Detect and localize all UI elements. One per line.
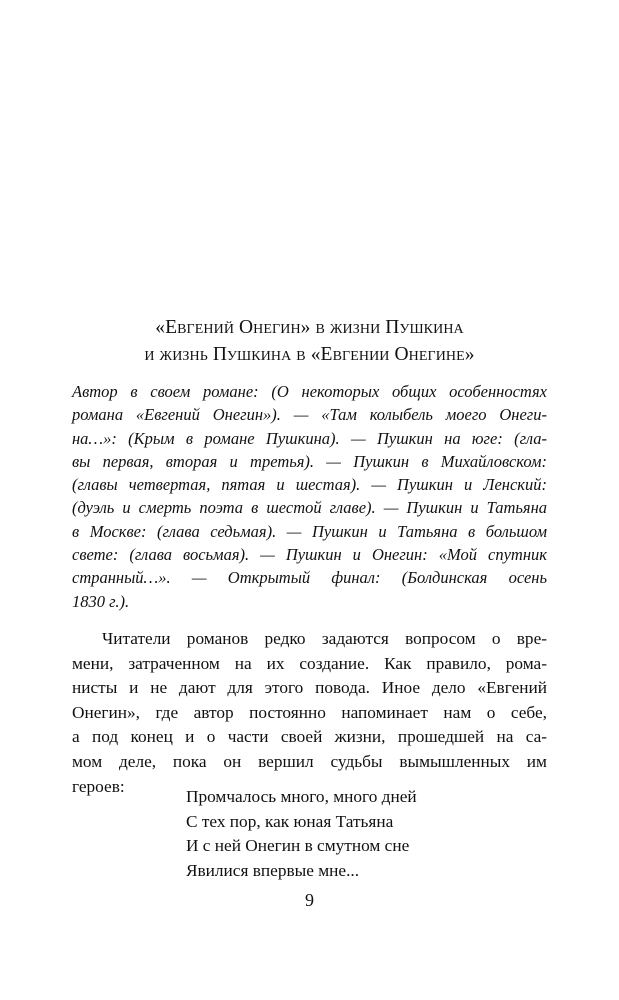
epigraph-line: романа «Евгений Онегин»). — «Там колыбель моего Онеги- — [72, 405, 547, 425]
page-number: 9 — [305, 890, 314, 910]
epigraph-line: на…»: (Крым в романе Пушкина). — Пушкин на юге: (гла- — [72, 428, 547, 448]
epigraph-line: в Москве: (глава седьмая). — Пушкин и Татьяна в большом — [72, 521, 547, 541]
epigraph-line: 1830 г.). — [72, 591, 130, 611]
body-paragraph — [72, 627, 547, 799]
verse-line: Промчалось много, много дней — [186, 787, 417, 806]
verse-line: С тех пор, как юная Татьяна — [186, 811, 394, 831]
body-line: мом деле, пока он вершил судьбы вымышленных им — [72, 751, 547, 771]
body-line: а под конец и о части своей жизни, прошедшей на са- — [72, 727, 547, 747]
body-line: Онегин», где автор постоянно напоминает нам о себе, — [72, 702, 547, 722]
verse-quote — [186, 785, 417, 883]
chapter-title — [72, 314, 547, 368]
verse-line: Явилися впервые мне... — [186, 860, 360, 880]
epigraph-line: Автор в своем романе: (О некоторых общих особенностях — [72, 382, 547, 401]
verse-line: И с ней Онегин в смутном сне — [186, 836, 410, 855]
body-line: мени, затраченном на их создание. Как правило, рома- — [72, 653, 547, 673]
chapter-title-line-2: и жизнь Пушкина в «Евгении Онегине» — [144, 344, 475, 365]
epigraph-line: свете: (глава восьмая). — Пушкин и Онегин: «Мой спутник — [72, 545, 547, 565]
body-line: героев: — [72, 776, 125, 796]
body-line: Читатели романов редко задаются вопросом о вре- — [102, 629, 547, 648]
body-line: нисты и не дают для этого повода. Иное дело «Евгений — [72, 678, 547, 698]
chapter-title-line-1: «Евгений Онегин» в жизни Пушкина — [155, 317, 464, 338]
epigraph-line: странный…». — Открытый финал: (Болдинская осень — [72, 568, 547, 588]
epigraph-line: (дуэль и смерть поэта в шестой главе). — Пушкин и Татьяна — [72, 498, 547, 518]
epigraph-line: (главы четвертая, пятая и шестая). — Пушкин и Ленский: — [72, 475, 547, 495]
epigraph-line: вы первая, вторая и третья). — Пушкин в Михайловском: — [72, 451, 547, 471]
chapter-epigraph — [72, 380, 547, 613]
